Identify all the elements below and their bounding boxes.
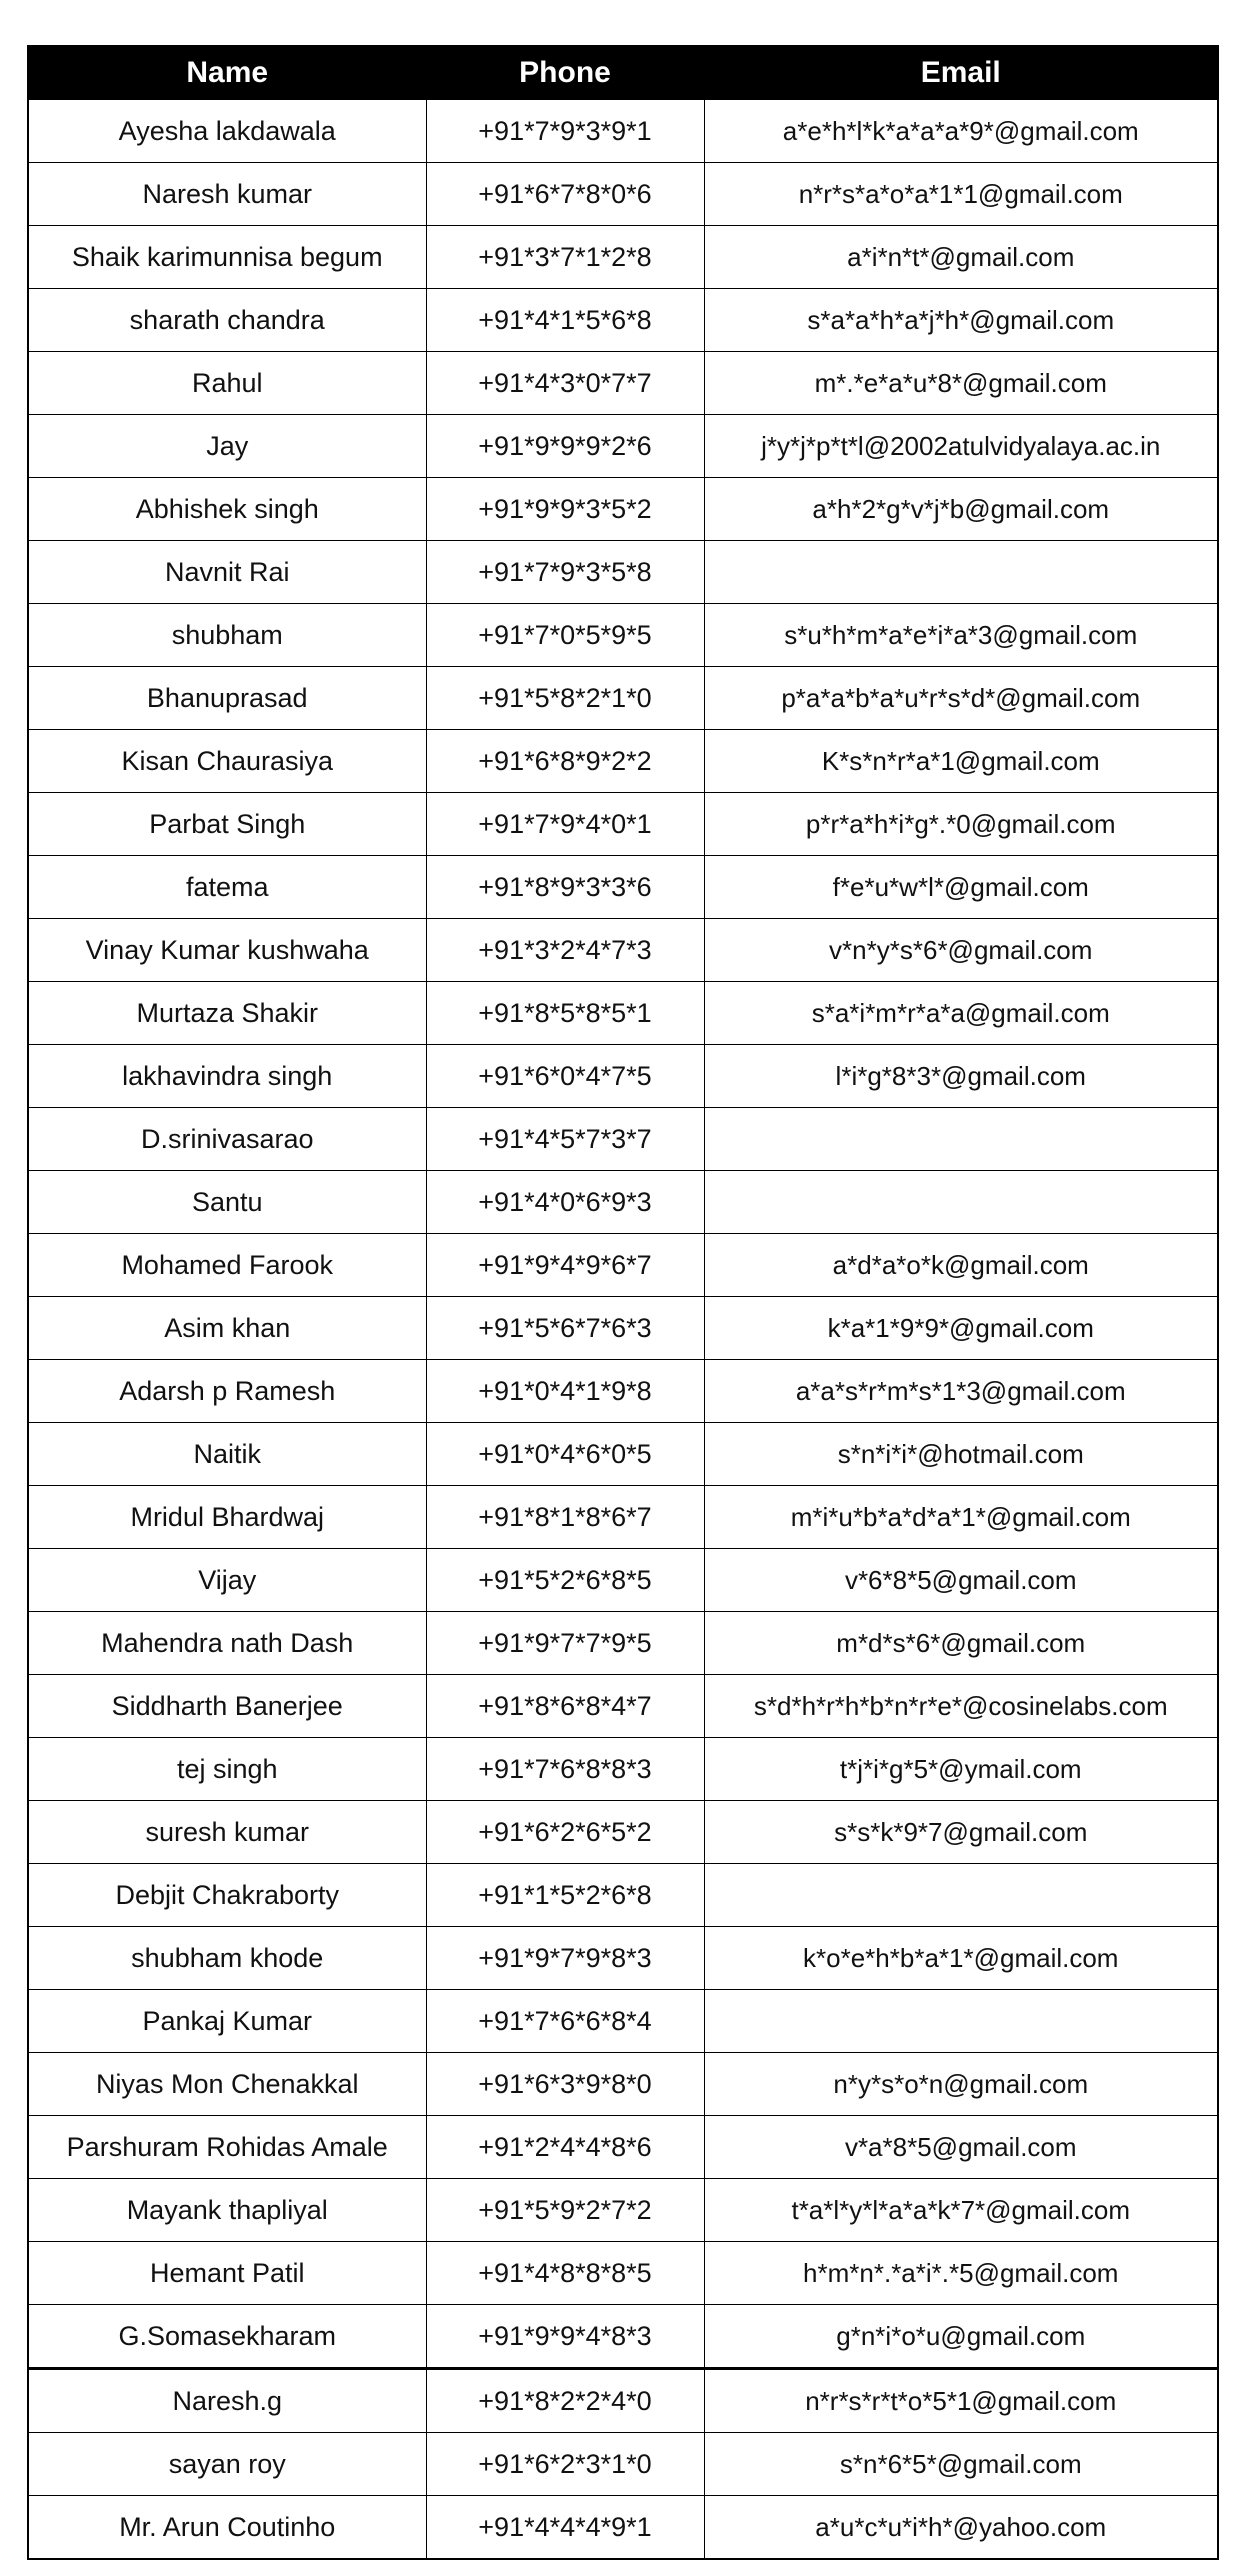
- name-cell: Pankaj Kumar: [28, 1990, 426, 2053]
- email-cell: p*a*a*b*a*u*r*s*d*@gmail.com: [704, 667, 1218, 730]
- table-row: [28, 856, 1218, 919]
- table-row: [28, 2242, 1218, 2305]
- phone-cell: +91*6*8*9*2*2: [426, 730, 704, 793]
- phone-cell: +91*8*1*8*6*7: [426, 1486, 704, 1549]
- phone-cell: +91*4*4*4*9*1: [426, 2496, 704, 2560]
- table-row: [28, 1864, 1218, 1927]
- name-cell: lakhavindra singh: [28, 1045, 426, 1108]
- name-cell: Murtaza Shakir: [28, 982, 426, 1045]
- phone-cell: +91*7*6*6*8*4: [426, 1990, 704, 2053]
- table-row: [28, 1738, 1218, 1801]
- table-body: [28, 100, 1218, 2560]
- phone-cell: +91*7*9*4*0*1: [426, 793, 704, 856]
- table-row: [28, 919, 1218, 982]
- email-cell: s*d*h*r*h*b*n*r*e*@cosinelabs.com: [704, 1675, 1218, 1738]
- table-row: [28, 1360, 1218, 1423]
- name-cell: Niyas Mon Chenakkal: [28, 2053, 426, 2116]
- email-cell: n*r*s*a*o*a*1*1@gmail.com: [704, 163, 1218, 226]
- name-cell: Abhishek singh: [28, 478, 426, 541]
- contacts-table: [27, 45, 1219, 2560]
- name-cell: Adarsh p Ramesh: [28, 1360, 426, 1423]
- email-cell: k*o*e*h*b*a*1*@gmail.com: [704, 1927, 1218, 1990]
- name-cell: Hemant Patil: [28, 2242, 426, 2305]
- email-cell: a*u*c*u*i*h*@yahoo.com: [704, 2496, 1218, 2560]
- phone-cell: +91*9*9*3*5*2: [426, 478, 704, 541]
- phone-cell: +91*9*9*9*2*6: [426, 415, 704, 478]
- phone-cell: +91*2*4*4*8*6: [426, 2116, 704, 2179]
- phone-cell: +91*5*2*6*8*5: [426, 1549, 704, 1612]
- email-cell: a*i*n*t*@gmail.com: [704, 226, 1218, 289]
- email-cell: l*i*g*8*3*@gmail.com: [704, 1045, 1218, 1108]
- email-cell: s*n*6*5*@gmail.com: [704, 2433, 1218, 2496]
- phone-cell: +91*8*2*2*4*0: [426, 2369, 704, 2433]
- email-cell: [704, 1171, 1218, 1234]
- phone-cell: +91*8*5*8*5*1: [426, 982, 704, 1045]
- phone-cell: +91*4*0*6*9*3: [426, 1171, 704, 1234]
- email-cell: n*y*s*o*n@gmail.com: [704, 2053, 1218, 2116]
- table-row: [28, 667, 1218, 730]
- table-row: [28, 1675, 1218, 1738]
- name-cell: Siddharth Banerjee: [28, 1675, 426, 1738]
- contacts-table-container: [27, 45, 1217, 2560]
- name-cell: Asim khan: [28, 1297, 426, 1360]
- phone-cell: +91*9*4*9*6*7: [426, 1234, 704, 1297]
- name-cell: Bhanuprasad: [28, 667, 426, 730]
- table-row: [28, 1234, 1218, 1297]
- phone-cell: +91*8*9*3*3*6: [426, 856, 704, 919]
- email-cell: a*h*2*g*v*j*b@gmail.com: [704, 478, 1218, 541]
- name-cell: Naresh.g: [28, 2369, 426, 2433]
- phone-cell: +91*5*6*7*6*3: [426, 1297, 704, 1360]
- email-cell: v*6*8*5@gmail.com: [704, 1549, 1218, 1612]
- email-cell: a*d*a*o*k@gmail.com: [704, 1234, 1218, 1297]
- phone-cell: +91*5*8*2*1*0: [426, 667, 704, 730]
- name-cell: Santu: [28, 1171, 426, 1234]
- phone-cell: +91*0*4*1*9*8: [426, 1360, 704, 1423]
- table-row: [28, 730, 1218, 793]
- email-cell: s*u*h*m*a*e*i*a*3@gmail.com: [704, 604, 1218, 667]
- name-cell: Mahendra nath Dash: [28, 1612, 426, 1675]
- table-row: [28, 1486, 1218, 1549]
- email-cell: m*.*e*a*u*8*@gmail.com: [704, 352, 1218, 415]
- name-cell: sayan roy: [28, 2433, 426, 2496]
- name-cell: Parshuram Rohidas Amale: [28, 2116, 426, 2179]
- table-header: [28, 46, 1218, 100]
- table-row: [28, 163, 1218, 226]
- table-row: [28, 1927, 1218, 1990]
- email-cell: j*y*j*p*t*l@2002atulvidyalaya.ac.in: [704, 415, 1218, 478]
- phone-cell: +91*9*7*7*9*5: [426, 1612, 704, 1675]
- table-row: [28, 1045, 1218, 1108]
- table-row: [28, 2433, 1218, 2496]
- name-cell: G.Somasekharam: [28, 2305, 426, 2369]
- table-row: [28, 2053, 1218, 2116]
- name-cell: Vinay Kumar kushwaha: [28, 919, 426, 982]
- table-row: [28, 226, 1218, 289]
- email-cell: [704, 1990, 1218, 2053]
- table-row: [28, 2305, 1218, 2369]
- phone-cell: +91*4*1*5*6*8: [426, 289, 704, 352]
- table-row: [28, 289, 1218, 352]
- email-cell: [704, 1108, 1218, 1171]
- email-cell: s*a*i*m*r*a*a@gmail.com: [704, 982, 1218, 1045]
- email-cell: s*n*i*i*@hotmail.com: [704, 1423, 1218, 1486]
- name-cell: shubham: [28, 604, 426, 667]
- phone-cell: +91*8*6*8*4*7: [426, 1675, 704, 1738]
- phone-cell: +91*6*2*3*1*0: [426, 2433, 704, 2496]
- email-cell: K*s*n*r*a*1@gmail.com: [704, 730, 1218, 793]
- email-cell: [704, 541, 1218, 604]
- name-cell: Kisan Chaurasiya: [28, 730, 426, 793]
- email-cell: m*i*u*b*a*d*a*1*@gmail.com: [704, 1486, 1218, 1549]
- email-cell: [704, 1864, 1218, 1927]
- table-row: [28, 1108, 1218, 1171]
- table-row: [28, 1990, 1218, 2053]
- column-header-email: Email: [704, 46, 1218, 100]
- table-row: [28, 478, 1218, 541]
- phone-cell: +91*6*2*6*5*2: [426, 1801, 704, 1864]
- email-cell: f*e*u*w*l*@gmail.com: [704, 856, 1218, 919]
- table-row: [28, 1423, 1218, 1486]
- table-row: [28, 1612, 1218, 1675]
- name-cell: Jay: [28, 415, 426, 478]
- name-cell: Debjit Chakraborty: [28, 1864, 426, 1927]
- name-cell: tej singh: [28, 1738, 426, 1801]
- phone-cell: +91*7*6*8*8*3: [426, 1738, 704, 1801]
- name-cell: Mridul Bhardwaj: [28, 1486, 426, 1549]
- phone-cell: +91*6*7*8*0*6: [426, 163, 704, 226]
- table-row: [28, 982, 1218, 1045]
- column-header-phone: Phone: [426, 46, 704, 100]
- email-cell: a*a*s*r*m*s*1*3@gmail.com: [704, 1360, 1218, 1423]
- column-header-name: Name: [28, 46, 426, 100]
- table-row: [28, 1171, 1218, 1234]
- table-row: [28, 100, 1218, 163]
- phone-cell: +91*6*3*9*8*0: [426, 2053, 704, 2116]
- name-cell: Vijay: [28, 1549, 426, 1612]
- email-cell: p*r*a*h*i*g*.*0@gmail.com: [704, 793, 1218, 856]
- email-cell: s*s*k*9*7@gmail.com: [704, 1801, 1218, 1864]
- email-cell: n*r*s*r*t*o*5*1@gmail.com: [704, 2369, 1218, 2433]
- phone-cell: +91*3*7*1*2*8: [426, 226, 704, 289]
- name-cell: Mohamed Farook: [28, 1234, 426, 1297]
- phone-cell: +91*9*7*9*8*3: [426, 1927, 704, 1990]
- email-cell: t*j*i*g*5*@ymail.com: [704, 1738, 1218, 1801]
- table-row: [28, 1297, 1218, 1360]
- phone-cell: +91*4*5*7*3*7: [426, 1108, 704, 1171]
- phone-cell: +91*7*9*3*9*1: [426, 100, 704, 163]
- phone-cell: +91*4*3*0*7*7: [426, 352, 704, 415]
- email-cell: a*e*h*l*k*a*a*a*9*@gmail.com: [704, 100, 1218, 163]
- name-cell: Mr. Arun Coutinho: [28, 2496, 426, 2560]
- phone-cell: +91*3*2*4*7*3: [426, 919, 704, 982]
- phone-cell: +91*4*8*8*8*5: [426, 2242, 704, 2305]
- name-cell: Navnit Rai: [28, 541, 426, 604]
- name-cell: sharath chandra: [28, 289, 426, 352]
- name-cell: Mayank thapliyal: [28, 2179, 426, 2242]
- phone-cell: +91*5*9*2*7*2: [426, 2179, 704, 2242]
- table-row: [28, 2496, 1218, 2560]
- email-cell: g*n*i*o*u@gmail.com: [704, 2305, 1218, 2369]
- table-row: [28, 1549, 1218, 1612]
- name-cell: Naresh kumar: [28, 163, 426, 226]
- name-cell: Ayesha lakdawala: [28, 100, 426, 163]
- table-row: [28, 793, 1218, 856]
- table-row: [28, 1801, 1218, 1864]
- name-cell: suresh kumar: [28, 1801, 426, 1864]
- table-row: [28, 541, 1218, 604]
- phone-cell: +91*6*0*4*7*5: [426, 1045, 704, 1108]
- table-row: [28, 2179, 1218, 2242]
- name-cell: fatema: [28, 856, 426, 919]
- table-row: [28, 415, 1218, 478]
- name-cell: shubham khode: [28, 1927, 426, 1990]
- email-cell: h*m*n*.*a*i*.*5@gmail.com: [704, 2242, 1218, 2305]
- email-cell: v*n*y*s*6*@gmail.com: [704, 919, 1218, 982]
- phone-cell: +91*0*4*6*0*5: [426, 1423, 704, 1486]
- name-cell: D.srinivasarao: [28, 1108, 426, 1171]
- phone-cell: +91*1*5*2*6*8: [426, 1864, 704, 1927]
- name-cell: Naitik: [28, 1423, 426, 1486]
- table-row: [28, 352, 1218, 415]
- email-cell: v*a*8*5@gmail.com: [704, 2116, 1218, 2179]
- name-cell: Rahul: [28, 352, 426, 415]
- email-cell: k*a*1*9*9*@gmail.com: [704, 1297, 1218, 1360]
- email-cell: s*a*a*h*a*j*h*@gmail.com: [704, 289, 1218, 352]
- phone-cell: +91*9*9*4*8*3: [426, 2305, 704, 2369]
- header-row: [28, 46, 1218, 100]
- email-cell: t*a*l*y*l*a*a*k*7*@gmail.com: [704, 2179, 1218, 2242]
- email-cell: m*d*s*6*@gmail.com: [704, 1612, 1218, 1675]
- name-cell: Shaik karimunnisa begum: [28, 226, 426, 289]
- table-row: [28, 2369, 1218, 2433]
- phone-cell: +91*7*9*3*5*8: [426, 541, 704, 604]
- table-row: [28, 604, 1218, 667]
- phone-cell: +91*7*0*5*9*5: [426, 604, 704, 667]
- table-row: [28, 2116, 1218, 2179]
- name-cell: Parbat Singh: [28, 793, 426, 856]
